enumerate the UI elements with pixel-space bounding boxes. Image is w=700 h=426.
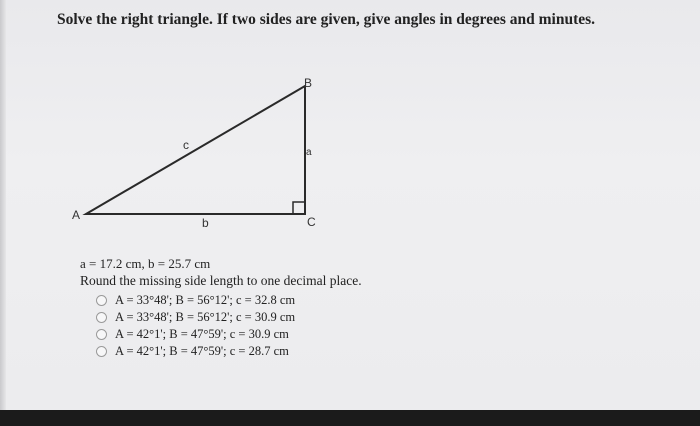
radio-button[interactable] [96, 312, 107, 323]
given-values: a = 17.2 cm, b = 25.7 cm [80, 256, 211, 271]
vertex-c-label: C [307, 215, 316, 229]
choice-label: A = 33°48'; B = 56°12'; c = 32.8 cm [115, 293, 296, 307]
radio-button[interactable] [96, 295, 107, 306]
choice-option-2[interactable] [96, 309, 295, 326]
rounding-instruction: Round the missing side length to one decimal place. [80, 273, 362, 288]
side-c-label: c [183, 138, 189, 152]
vertex-a-label: A [72, 208, 81, 222]
choice-label: A = 42°1'; B = 47°59'; c = 30.9 cm [115, 327, 289, 341]
vertex-b-label: B [304, 76, 313, 90]
choice-label: A = 42°1'; B = 47°59'; c = 28.7 cm [115, 344, 289, 358]
side-b-label: b [202, 216, 209, 230]
radio-button[interactable] [96, 329, 107, 340]
choice-option-3[interactable] [96, 326, 295, 343]
choice-option-1[interactable] [96, 292, 295, 309]
radio-button[interactable] [96, 346, 107, 357]
choice-label: A = 33°48'; B = 56°12'; c = 30.9 cm [115, 310, 296, 324]
right-angle-marker [293, 202, 305, 214]
question-text: Solve the right triangle. If two sides are given, give angles in degrees and minutes. [57, 11, 596, 28]
choice-option-4[interactable] [96, 343, 295, 360]
side-a-label: a [306, 147, 312, 158]
answer-choices [96, 292, 295, 360]
triangle-shape [86, 86, 305, 214]
